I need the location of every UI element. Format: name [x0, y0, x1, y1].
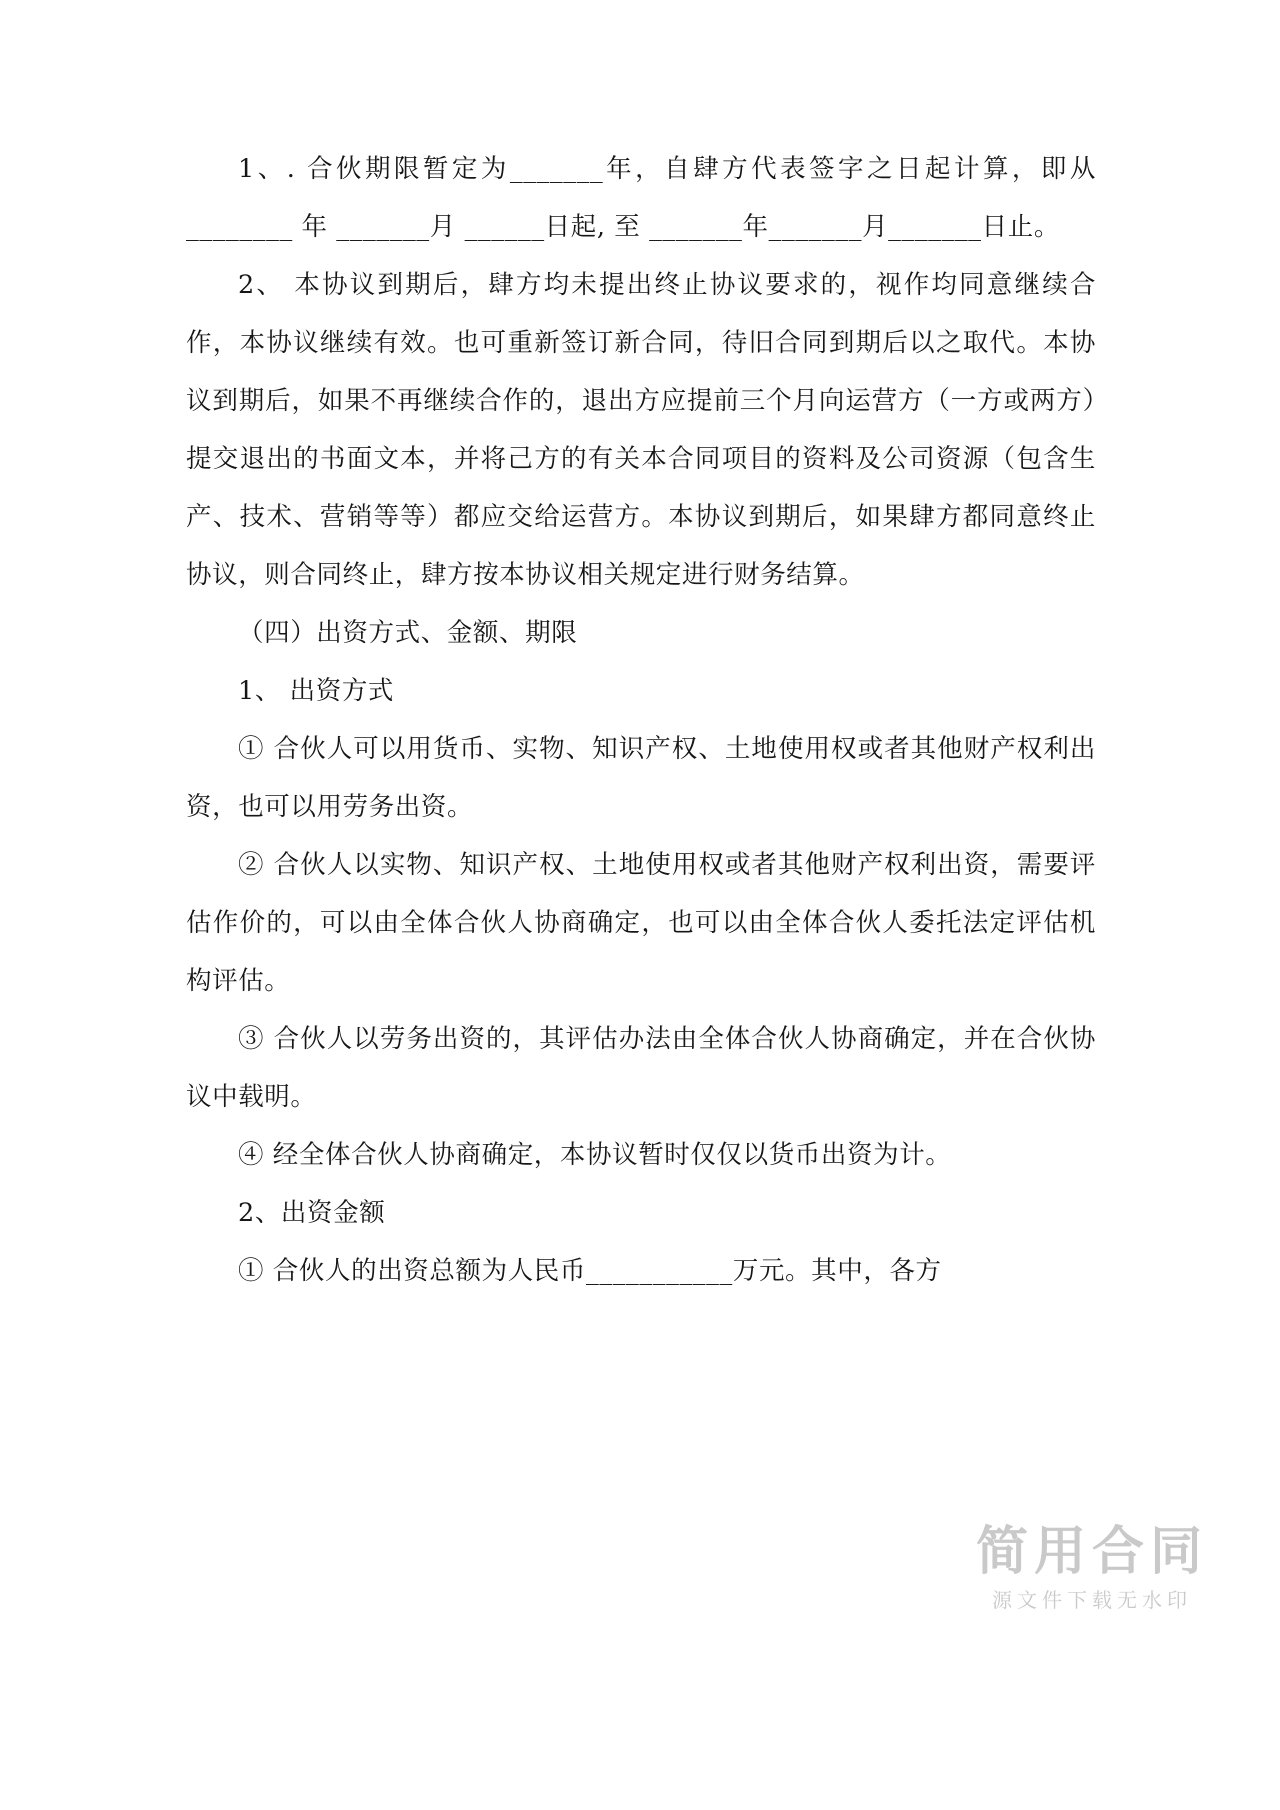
paragraph-item-2: ② 合伙人以实物、知识产权、土地使用权或者其他财产权利出资，需要评估作价的，可以由全体合伙人协商确定，也可以由全体合伙人委托法定评估机构评估。	[186, 850, 1096, 996]
paragraph-total-contribution: ① 合伙人的出资总额为人民币___________万元。其中，各方	[238, 1256, 942, 1286]
watermark	[975, 1522, 1208, 1612]
paragraph-item-1: ① 合伙人可以用货币、实物、知识产权、土地使用权或者其他财产权利出资，也可以用劳务出资。	[186, 734, 1096, 822]
watermark-subtitle: 源文件下载无水印	[991, 1588, 1192, 1612]
paragraph-item-4: ④ 经全体合伙人协商确定，本协议暂时仅仅以货币出资为计。	[238, 1140, 952, 1170]
section-heading-contribution: （四）出资方式、金额、期限	[238, 618, 578, 648]
subsection-heading-contribution-amount: 2、出资金额	[238, 1198, 386, 1228]
paragraph-renewal-terms: 2、 本协议到期后，肆方均未提出终止协议要求的，视作均同意继续合作，本协议继续有效。也可重新签订新合同，待旧合同到期后以之取代。本协议到期后，如果不再继续合作的，退出方应提前三个月向运营方（一方或两方）提交退出的书面文本，并将己方的有关本合同项目的资料及公司资源（包含生产、技术、营销等等）都应交给运营方。本协议到期后，如果肆方都同意终止协议，则合同终止，肆方按本协议相关规定进行财务结算。	[186, 270, 1096, 590]
paragraph-item-3: ③ 合伙人以劳务出资的，其评估办法由全体合伙人协商确定，并在合伙协议中载明。	[186, 1024, 1096, 1112]
watermark-title: 简用合同	[975, 1522, 1208, 1582]
paragraph-term-duration: 1、. 合伙期限暂定为_______年，自肆方代表签字之日起计算，即从 ________ 年 _______月 ______日起, 至 _______年_______月_______日止。	[186, 154, 1096, 242]
document-body	[186, 140, 1096, 1300]
subsection-heading-contribution-method: 1、 出资方式	[238, 676, 395, 706]
